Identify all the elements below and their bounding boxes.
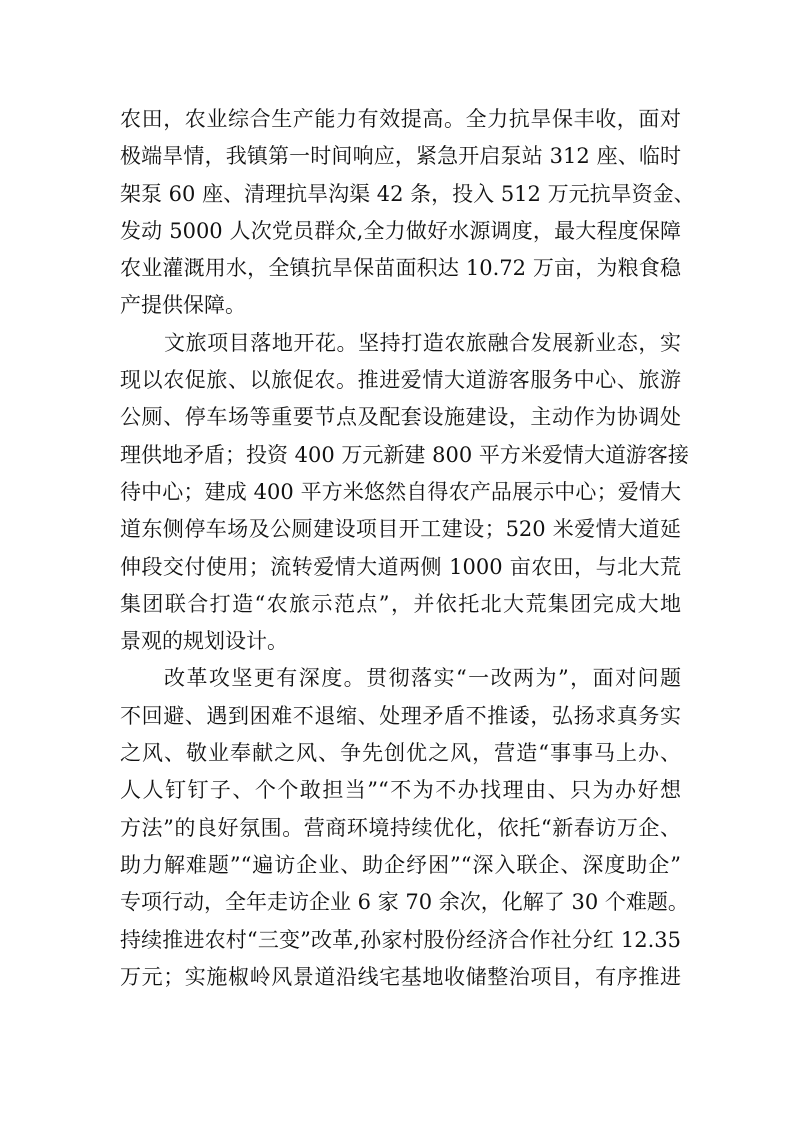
text-line: 方法”的良好氛围。营商环境持续优化，依托“新春访万企、	[120, 815, 681, 840]
text-line: 农业灌溉用水，全镇抗旱保苗面积达 10.72 万亩，为粮食稳	[120, 256, 681, 281]
text-line: 农田，农业综合生产能力有效提高。全力抗旱保丰收，面对	[120, 107, 681, 131]
text-line: 人人钉钉子、个个敢担当”“不为不办找理由、只为办好想	[120, 778, 681, 803]
text-line: 发动 5000 人次党员群众,全力做好水源调度，最大程度保障	[120, 218, 681, 243]
text-line: 伸段交付使用；流转爱情大道两侧 1000 亩农田，与北大荒	[120, 554, 681, 579]
text-line: 产提供保障。	[120, 293, 246, 318]
text-line: 道东侧停车场及公厕建设项目开工建设；520 米爱情大道延	[120, 517, 681, 542]
text-line: 理供地矛盾；投资 400 万元新建 800 平方米爱情大道游客接	[120, 442, 689, 467]
text-line: 不回避、遇到困难不退缩、处理矛盾不推诿，弘扬求真务实	[120, 703, 681, 728]
text-line: 现以农促旅、以旅促农。推进爱情大道游客服务中心、旅游	[120, 368, 681, 393]
text-line: 集团联合打造“农旅示范点”，并依托北大荒集团完成大地	[120, 591, 681, 616]
text-line: 极端旱情，我镇第一时间响应，紧急开启泵站 312 座、临时	[120, 144, 681, 169]
paragraph	[120, 101, 695, 325]
text-line: 助力解难题”“遍访企业、助企纾困”“深入联企、深度助企”	[120, 852, 681, 877]
text-line: 专项行动，全年走访企业 6 家 70 余次，化解了 30 个难题。	[120, 890, 689, 915]
text-line: 待中心；建成 400 平方米悠然自得农产品展示中心；爱情大	[120, 479, 681, 504]
text-line: 之风、敬业奉献之风、争先创优之风，营造“事事马上办、	[120, 741, 681, 766]
text-line: 架泵 60 座、清理抗旱沟渠 42 条，投入 512 万元抗旱资金、	[120, 181, 695, 206]
text-line: 万元；实施椒岭风景道沿线宅基地收储整治项目，有序推进	[120, 964, 681, 989]
text-line: 公厕、停车场等重要节点及配套设施建设，主动作为协调处	[120, 405, 681, 430]
paragraph	[120, 325, 689, 661]
text-line: 文旅项目落地开花。坚持打造农旅融合发展新业态，实	[164, 330, 681, 355]
text-line: 景观的规划设计。	[120, 629, 288, 654]
text-line: 持续推进农村“三变”改革,孙家村股份经济合作社分红 12.35	[120, 927, 681, 952]
document-body	[120, 101, 695, 996]
text-line: 改革攻坚更有深度。贯彻落实“一改两为”，面对问题	[164, 666, 681, 691]
paragraph	[120, 660, 689, 996]
